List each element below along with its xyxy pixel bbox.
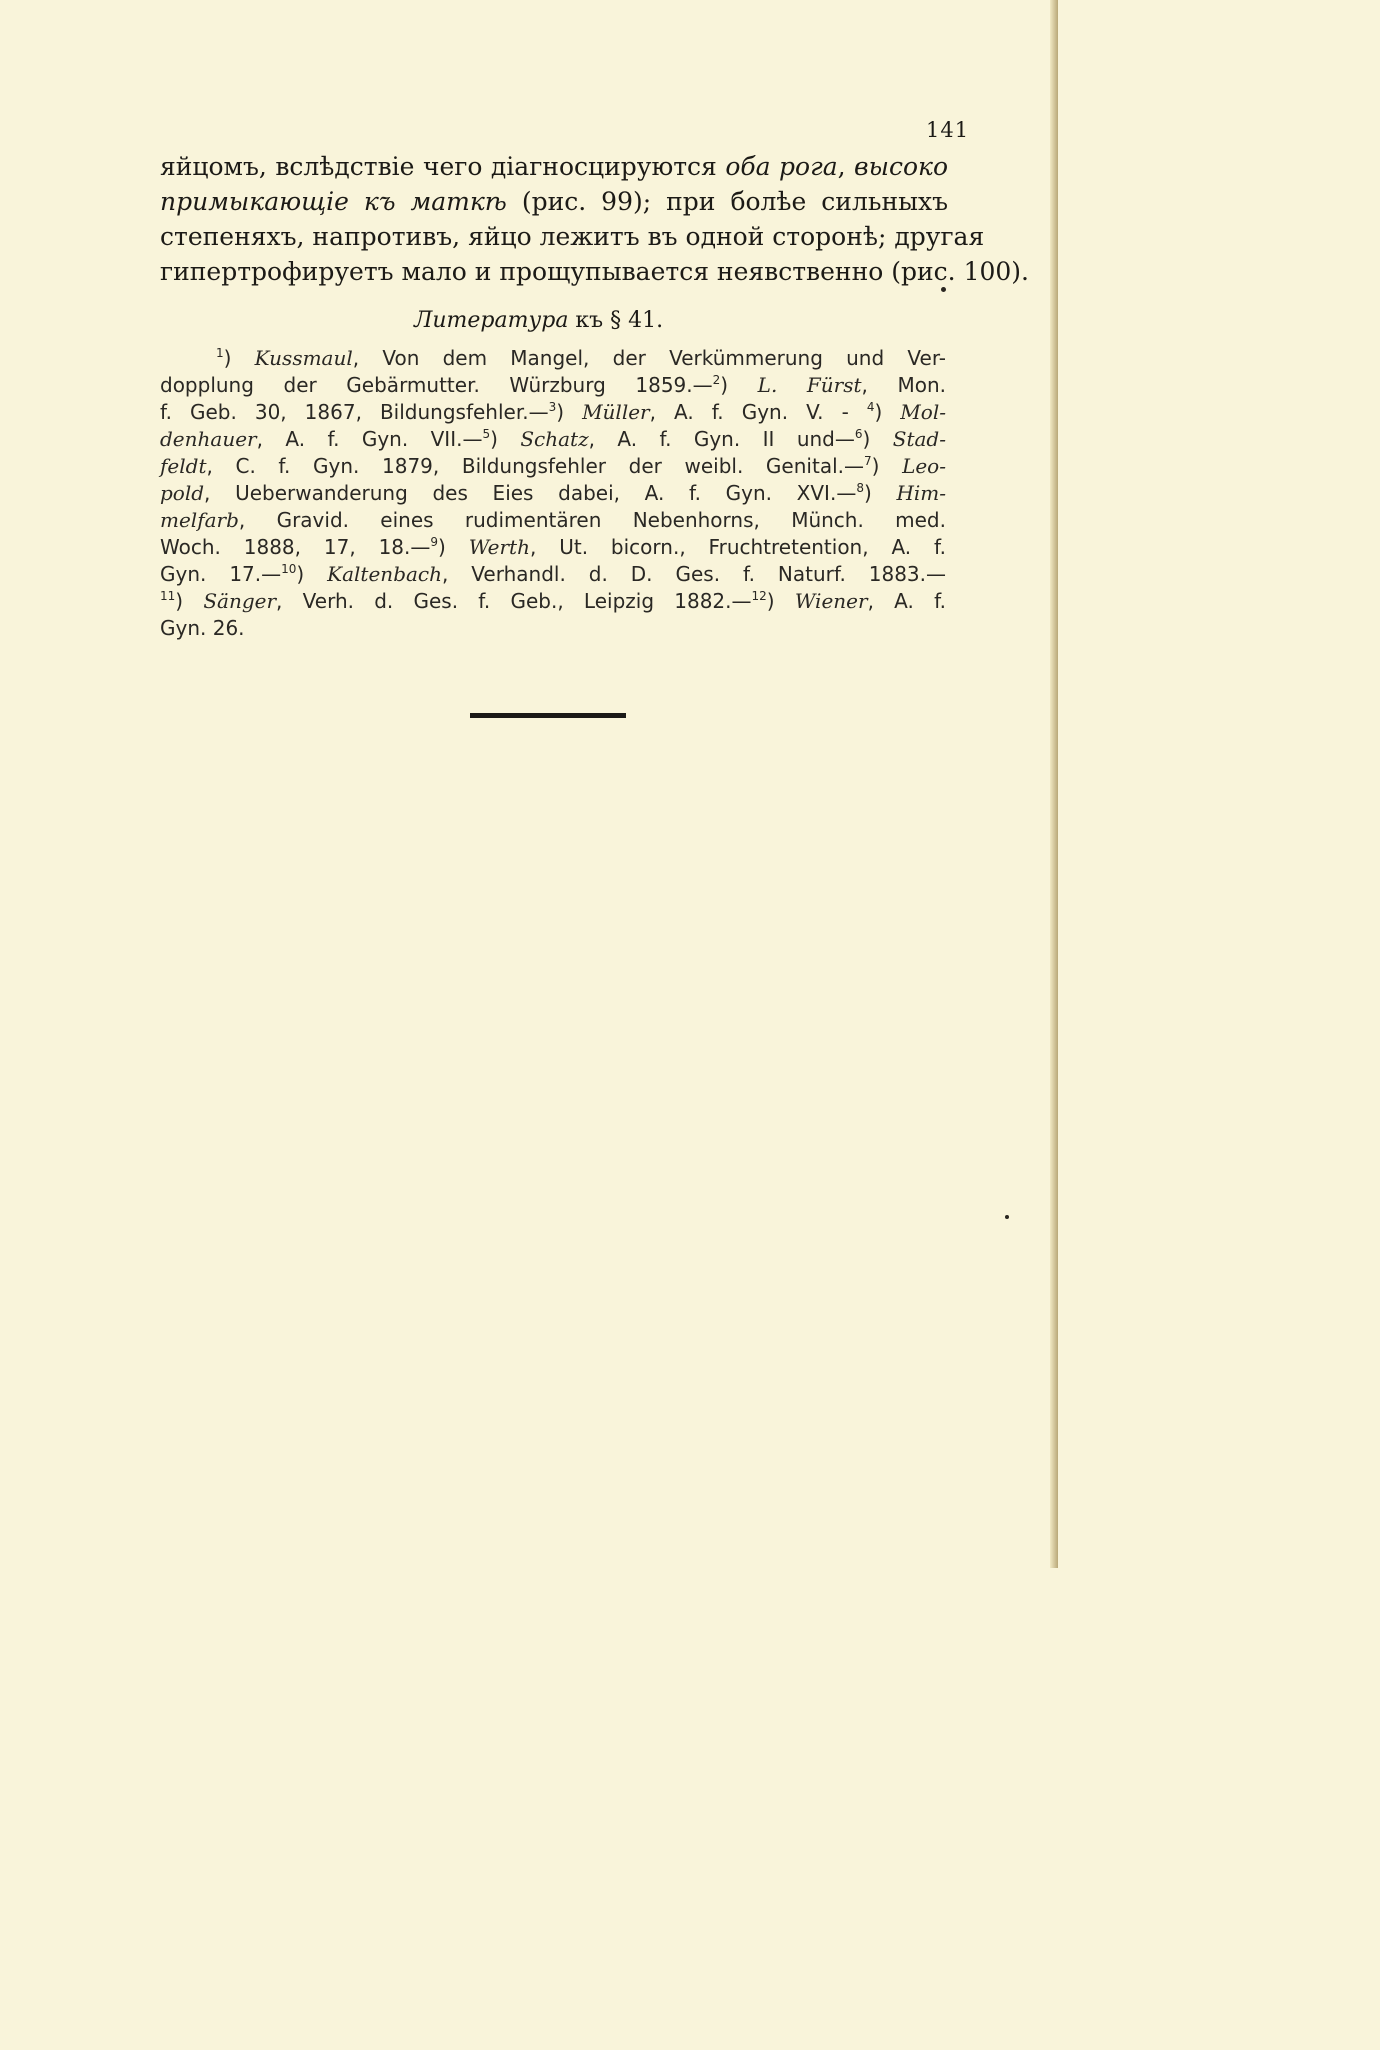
reference-author: Müller (582, 400, 650, 424)
section-title (414, 308, 663, 333)
reference-text: , Ut. bicorn., Fruchtretention, A. f. (529, 535, 946, 559)
footnote-number: 11 (160, 589, 176, 603)
paragraph-line-4: гипертрофируетъ мало и прощупывается неявственно (рис. 100). (160, 257, 1029, 286)
reference-text: Gyn. 17.— (160, 562, 282, 586)
reference-text: , A. f. (867, 589, 947, 613)
text-run: (рис. 99); при болѣе сильныхъ (506, 187, 949, 216)
footnote-number: 12 (751, 589, 767, 603)
reference-line: denhauer, A. f. Gyn. VII.—$^5$) Schatz, A. f. Gyn. II und—$^6$) Stad- (160, 427, 946, 451)
italic-run: высоко (854, 152, 948, 181)
reference-line (160, 507, 946, 534)
reference-author: Sänger (203, 589, 277, 613)
reference-author: melfarb (160, 508, 239, 532)
reference-author: feldt (160, 454, 207, 478)
reference-text: Gyn. 26. (160, 616, 245, 640)
references-block (160, 345, 946, 642)
page-edge-shadow (1050, 0, 1058, 1568)
italic-run: примыкающіе къ маткѣ (160, 187, 507, 216)
reference-author: Werth (468, 535, 530, 559)
footnote-number: 1 (216, 346, 224, 360)
footnote-number: 5 (482, 427, 491, 441)
italic-run: оба рога (725, 152, 838, 181)
reference-text: , Mon. (861, 373, 946, 397)
footnote-number: 7 (863, 454, 872, 468)
reference-author: denhauer (160, 427, 257, 451)
reference-author: L. Fürst (757, 373, 862, 397)
footnote-number: 2 (712, 373, 721, 387)
reference-author: Kaltenbach (327, 562, 442, 586)
reference-line: Gyn. 17.—$^{10}$) Kaltenbach, Verhandl. d. D. Ges. f. Naturf. 1883.— (160, 562, 947, 586)
paragraph-line-3: степеняхъ, напротивъ, яйцо лежитъ въ одной сторонѣ; другая (160, 222, 985, 251)
reference-line: Woch. 1888, 17, 18.—$^9$) Werth, Ut. bicorn., Fruchtretention, A. f. (160, 535, 946, 559)
footnote-number: 4 (866, 400, 875, 414)
reference-author: Leo- (902, 454, 946, 478)
paragraph-line-2 (160, 184, 948, 219)
section-title-word: Литература (414, 308, 569, 333)
ink-speck (1005, 1215, 1009, 1219)
reference-line: dopplung der Gebärmutter. Würzburg 1859.—$^2$) L. Fürst, Mon. (160, 373, 946, 397)
main-paragraph (160, 149, 1029, 289)
footnote-number: 3 (548, 400, 557, 414)
reference-text: , C. f. Gyn. 1879, Bildungsfehler der weibl. Genital.— (206, 454, 864, 478)
text-run: , (837, 152, 855, 181)
footnote-number: 6 (854, 427, 863, 441)
paragraph-line-1 (160, 149, 948, 184)
reference-text: , Von dem Mangel, der Verkümmerung und Ver- (352, 346, 946, 370)
section-title-suffix: къ § 41. (568, 308, 664, 333)
footnote-number: 10 (281, 562, 297, 576)
footnote-number: 9 (430, 535, 439, 549)
reference-author: Schatz (520, 427, 589, 451)
ink-speck (941, 287, 946, 292)
page-number: 141 (926, 118, 970, 142)
reference-text: , A. f. Gyn. VII.— (256, 427, 483, 451)
reference-text: , Verh. d. Ges. f. Geb., Leipzig 1882.— (276, 589, 752, 613)
footnote-number: 8 (856, 481, 864, 495)
reference-line (160, 615, 946, 642)
reference-line: f. Geb. 30, 1867, Bildungsfehler.—$^3$) Müller, A. f. Gyn. V. - $^4$) Mol- (160, 400, 946, 424)
reference-author: Stad- (892, 427, 946, 451)
reference-author: pold (160, 481, 205, 505)
reference-text: , Gravid. eines rudimentären Nebenhorns, Münch. med. (238, 508, 946, 532)
reference-text: f. Geb. 30, 1867, Bildungsfehler.— (160, 400, 549, 424)
reference-text: , Ueberwanderung des Eies dabei, A. f. Gyn. XVI.— (204, 481, 857, 505)
reference-text: dopplung der Gebärmutter. Würzburg 1859.— (160, 373, 713, 397)
reference-text: , A. f. Gyn. V. - (649, 400, 849, 424)
reference-line: $^{11}$) Sänger, Verh. d. Ges. f. Geb., Leipzig 1882.—$^{12}$) Wiener, A. f. (160, 589, 947, 613)
reference-line: pold, Ueberwanderung des Eies dabei, A. f. Gyn. XVI.—$^8$) Him- (160, 481, 947, 505)
reference-text: , Verhandl. d. D. Ges. f. Naturf. 1883.— (442, 562, 947, 586)
end-rule (470, 713, 626, 718)
reference-text: , A. f. Gyn. II und— (588, 427, 855, 451)
reference-line: $^1$) Kussmaul, Von dem Mangel, der Verkümmerung und Ver- (216, 346, 946, 370)
reference-author: Him- (896, 481, 947, 505)
text-run: яйцомъ, вслѣдствіе чего діагносцируются (160, 152, 726, 181)
reference-author: Kussmaul (254, 346, 353, 370)
reference-author: Mol- (900, 400, 946, 424)
reference-line: feldt, C. f. Gyn. 1879, Bildungsfehler der weibl. Genital.—$^7$) Leo- (160, 454, 946, 478)
reference-author: Wiener (794, 589, 868, 613)
reference-text: Woch. 1888, 17, 18.— (160, 535, 431, 559)
